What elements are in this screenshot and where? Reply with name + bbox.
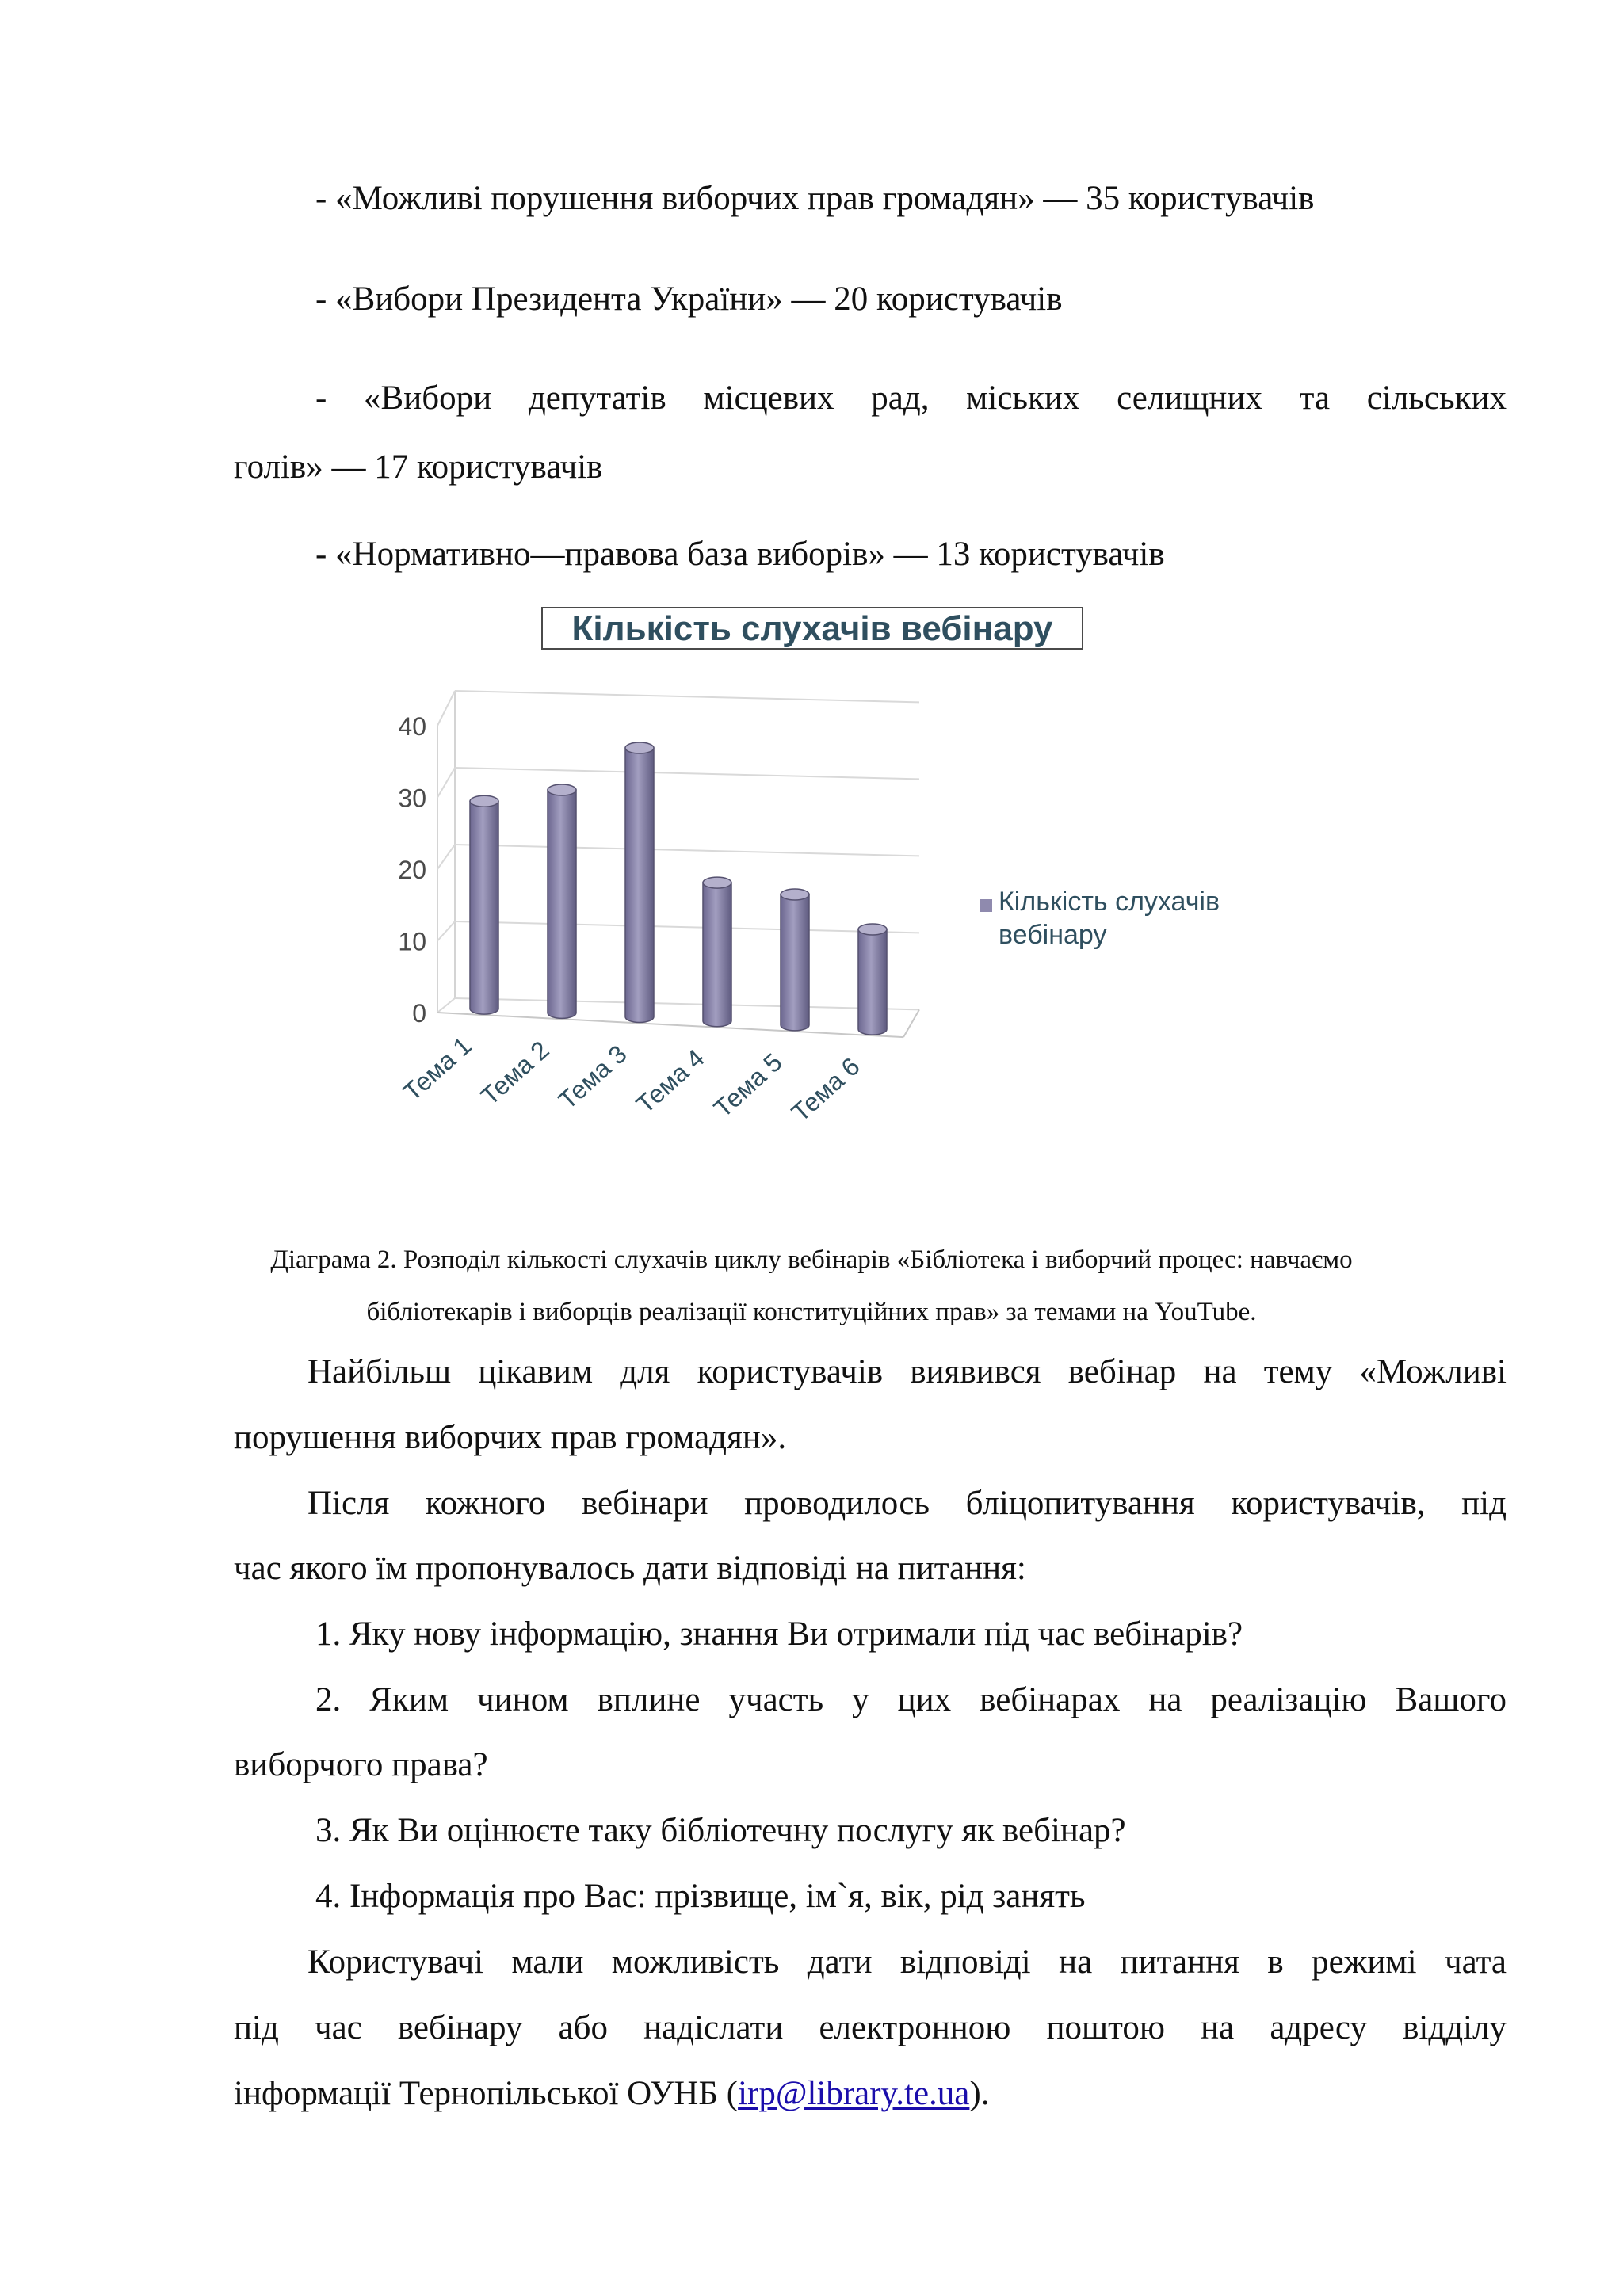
x-tick-label: Тема 2 (475, 1035, 555, 1111)
gridline (455, 921, 919, 933)
bar-top (625, 742, 654, 753)
gridline-side (437, 998, 455, 1013)
question-item: виборчого права? (234, 1746, 488, 1783)
figure-caption: бібліотекарів і виборців реалізації конституційних прав» за темами на YouTube. (366, 1298, 1257, 1326)
gridline (455, 998, 919, 1009)
gridline-side (437, 691, 455, 726)
gridline-side (437, 845, 455, 869)
x-tick-label: Тема 5 (708, 1047, 788, 1123)
text-span: ). (969, 2075, 990, 2112)
y-tick-label: 20 (398, 856, 426, 884)
x-tick-label: Тема 1 (397, 1031, 477, 1107)
bullet-item: - «Вибори депутатів місцевих рад, міських селищних та сільських (315, 379, 1507, 417)
bullet-item: - «Нормативно—правова база виборів» — 13 користувачів (315, 536, 1165, 573)
y-tick-label: 40 (398, 712, 426, 741)
question-item: 1. Яку нову інформацію, знання Ви отримали під час вебінарів? (315, 1615, 1243, 1653)
body-paragraph: порушення виборчих прав громадян». (234, 1419, 787, 1456)
bullet-item: - «Можливі порушення виборчих прав громадян» — 35 користувачів (315, 180, 1315, 217)
bar-cylinder (548, 784, 576, 1018)
body-paragraph: Користувачі мали можливість дати відповіді на питання в режимі чата (307, 1943, 1507, 1981)
figure-caption: Діаграма 2. Розподіл кількості слухачів циклу вебінарів «Бібліотека і виборчий процес: навчаємо (270, 1245, 1353, 1274)
bullet-item: - «Вибори Президента України» — 20 користувачів (315, 280, 1063, 318)
legend-swatch (980, 899, 992, 912)
body-paragraph: Найбільш цікавим для користувачів виявився вебінар на тему «Можливі (307, 1353, 1507, 1390)
gridline (455, 768, 919, 779)
body-paragraph: Після кожного вебінари проводилось бліцопитування користувачів, під (307, 1485, 1507, 1522)
bar-body (548, 790, 576, 1018)
bar-body (858, 929, 887, 1035)
y-tick-label: 10 (398, 927, 426, 956)
question-item: 2. Яким чином вплине участь у цих вебінарах на реалізацію Вашого (315, 1681, 1507, 1718)
bar-top (703, 877, 731, 888)
floor-front-edge (437, 1013, 903, 1037)
floor-right-edge (903, 1009, 919, 1037)
bar-body (781, 894, 809, 1031)
bar-cylinder (858, 924, 887, 1035)
bullet-item-continuation: голів» — 17 користувачів (234, 448, 603, 486)
body-paragraph: під час вебінару або надіслати електронною поштою на адресу відділу (234, 2009, 1507, 2046)
bar-body (470, 801, 498, 1014)
y-tick-label: 30 (398, 784, 426, 813)
x-tick-label: Тема 6 (785, 1051, 865, 1127)
question-item: 4. Інформація про Вас: прізвище, ім`я, вік, рід занять (315, 1878, 1086, 1915)
gridline-side (437, 768, 455, 798)
bar-cylinder (470, 795, 498, 1014)
bar-body (703, 883, 731, 1027)
body-paragraph: час якого їм пропонувалось дати відповіді на питання: (234, 1550, 1026, 1587)
legend-label-line: вебінару (999, 920, 1107, 950)
bar-top (548, 784, 576, 795)
y-tick-label: 0 (412, 999, 426, 1028)
bar-cylinder (625, 742, 654, 1023)
bar-top (470, 795, 498, 807)
bar-top (781, 889, 809, 900)
bar-body (625, 748, 654, 1023)
x-tick-label: Тема 4 (630, 1043, 710, 1119)
x-tick-label: Тема 3 (552, 1039, 632, 1115)
bar-top (858, 924, 887, 935)
gridline-side (437, 921, 455, 941)
bar-chart (372, 598, 1260, 1208)
question-item: 3. Як Ви оцінюєте таку бібліотечну послугу як вебінар? (315, 1812, 1126, 1849)
email-link[interactable]: irp@library.te.ua (738, 2075, 970, 2112)
gridline (455, 691, 919, 702)
bar-cylinder (703, 877, 731, 1027)
gridline (455, 845, 919, 856)
bar-cylinder (781, 889, 809, 1031)
text-span: інформації Тернопільської ОУНБ ( (234, 2075, 739, 2112)
body-paragraph-last-line (234, 2074, 989, 2114)
chart-title: Кількість слухачів вебінару (571, 609, 1053, 648)
legend-label-line: Кількість слухачів (999, 887, 1220, 917)
